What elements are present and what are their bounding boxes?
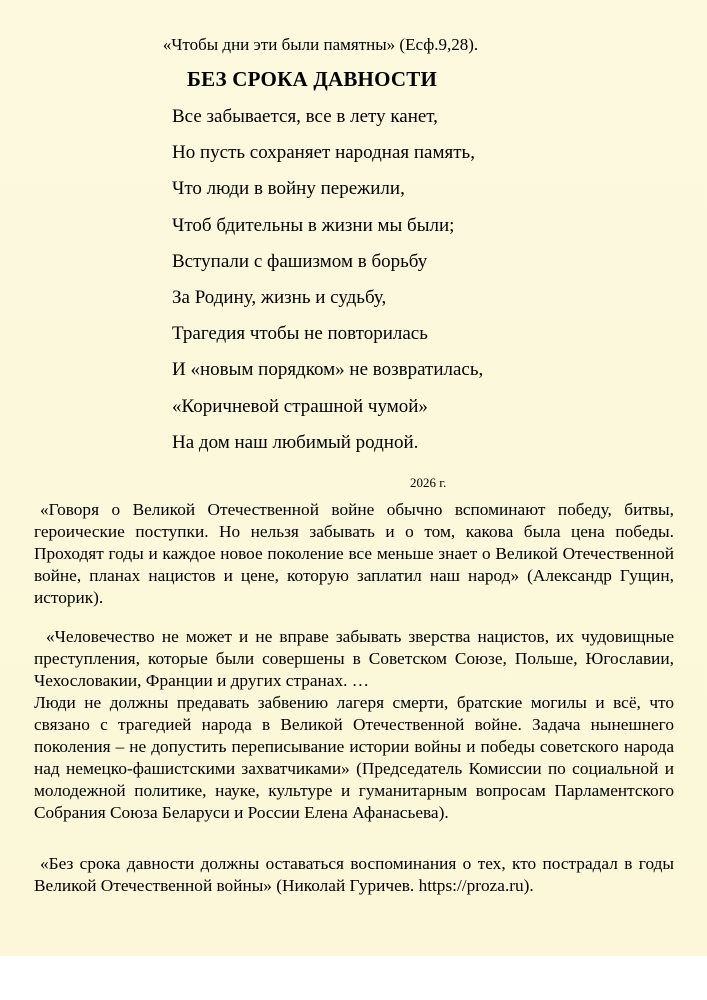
- poem-year: 2026 г.: [410, 475, 447, 490]
- quote-gushchin-text: «Говоря о Великой Отечественной войне обычно вспоминают победу, битвы, героические поступки. Но нельзя забывать и о том, какова была цена победы. Проходят годы и каждое новое поколение все меньше знает о Великой Отечественной войне, планах нацистов и цене, которую заплатил наш народ» (Александр Гущин, историк).: [34, 500, 674, 607]
- poem-line: Что люди в войну пережили,: [172, 178, 405, 200]
- poem-title: БЕЗ СРОКА ДАВНОСТИ: [187, 67, 437, 91]
- poem-line: Вступали с фашизмом в борьбу: [172, 250, 428, 272]
- epigraph: «Чтобы дни эти были памятны» (Есф.9,28).: [162, 35, 479, 54]
- quote-afanasyeva: [34, 626, 674, 824]
- poem-line: На дом наш любимый родной.: [172, 431, 419, 453]
- poem-line: Чтоб бдительны в жизни мы были;: [172, 214, 455, 236]
- quote-gurichev-text: «Без срока давности должны оставаться воспоминания о тех, кто пострадал в годы Великой Отечественной войны» (Николай Гуричев. https://proza.ru).: [34, 854, 674, 895]
- poem-line: За Родину, жизнь и судьбу,: [172, 286, 387, 308]
- quote-gurichev: [34, 853, 674, 897]
- poem: [172, 103, 483, 465]
- poem-line: Все забывается, все в лету канет,: [172, 106, 438, 127]
- poem-line: Но пусть сохраняет народная память,: [172, 142, 475, 164]
- poem-line: Трагедия чтобы не повторилась: [172, 323, 428, 345]
- poem-line: И «новым порядком» не возвратилась,: [172, 359, 484, 381]
- quote-afanasyeva-text-1: «Человечество не может и не вправе забывать зверства нацистов, их чудовищные преступления, которые были совершены в Советском Союзе, Польше, Югославии, Чехословакии, Франции и других странах. …: [34, 627, 674, 690]
- quote-afanasyeva-text-2: Люди не должны предавать забвению лагеря смерти, братские могилы и всё, что связано с трагедией народа в Великой Отечественной войне. Задача нынешнего поколения – не допустить переписывание истории войны и победы советского народа над немецко-фашистскими захватчиками» (Председатель Комиссии по социальной и молодежной политике, науке, культуре и гуманитарным вопросам Парламентского Собрания Союза Беларуси и России Елена Афанасьева).: [34, 693, 674, 822]
- poem-line: «Коричневой страшной чумой»: [172, 395, 428, 417]
- quote-gushchin: [34, 499, 674, 609]
